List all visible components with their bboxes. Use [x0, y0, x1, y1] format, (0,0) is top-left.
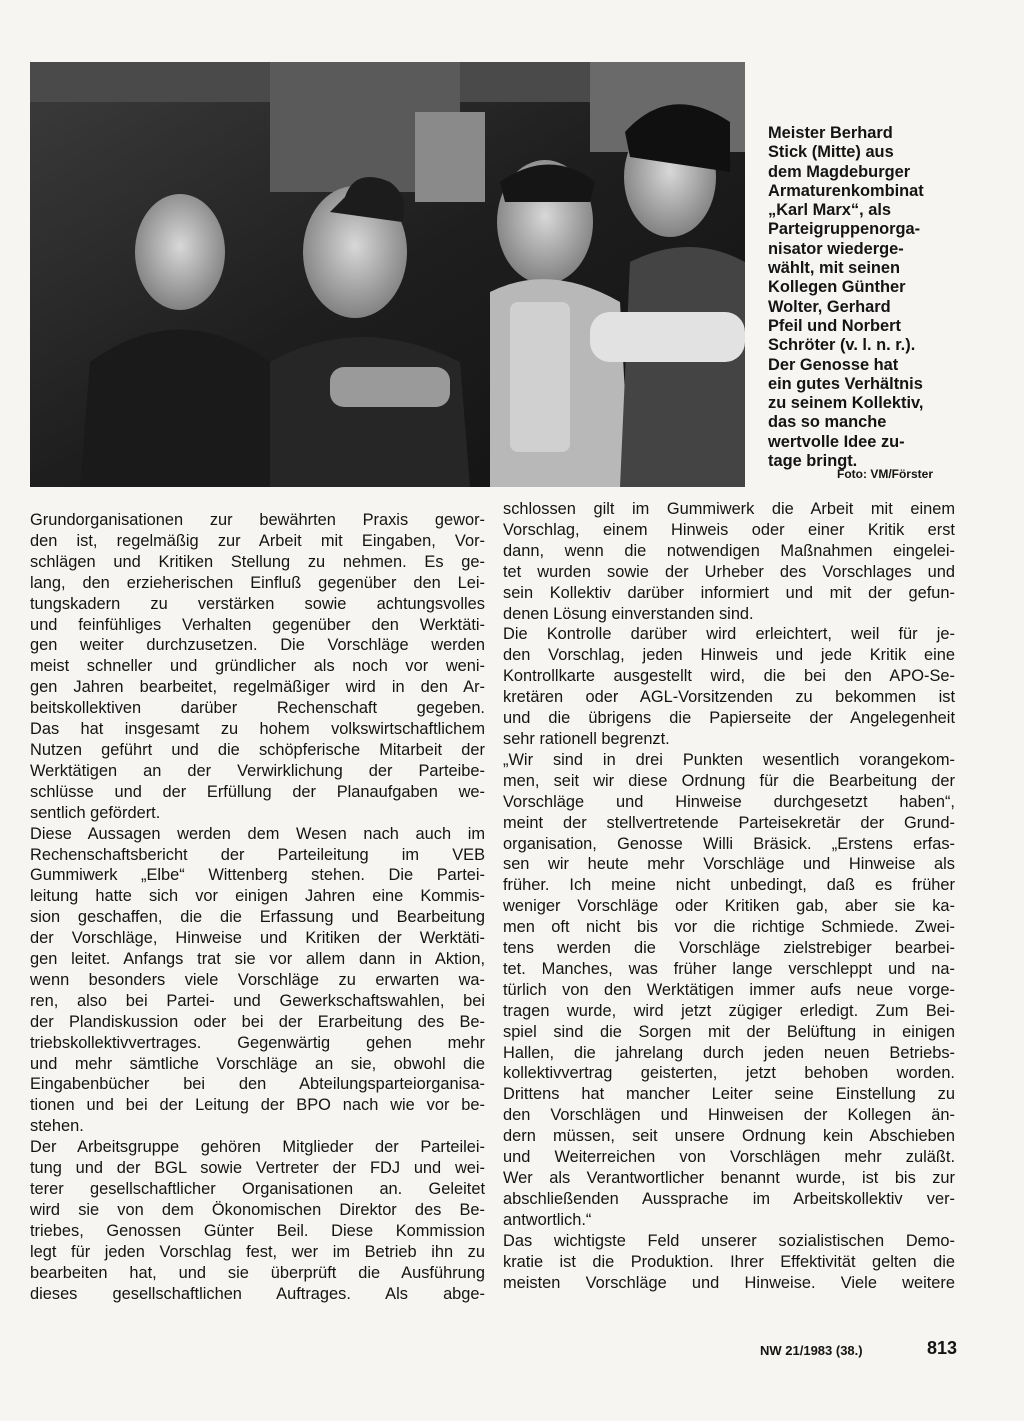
page-number: 813	[927, 1338, 958, 1358]
caption-line: Schröter (v. l. n. r.).	[768, 336, 916, 355]
text-line: meisten Vorschläge und Hinweise. Viele weitere	[503, 1273, 955, 1292]
text-line: Grundorganisationen zur bewährten Praxis gewor-	[30, 511, 485, 529]
text-line: wird sie von dem Ökonomischen Direktor des Be-	[30, 1200, 485, 1219]
right-column	[503, 499, 955, 1293]
text-line: abschließenden Aussprache im Arbeitskollektiv ver-	[503, 1189, 955, 1208]
text-line: stehen.	[30, 1117, 84, 1136]
text-line: Drittens hat mancher Leiter seine Einstellung zu	[503, 1085, 955, 1104]
text-line: men, seit wir diese Ordnung für die Bearbeitung der	[503, 771, 955, 790]
text-line: schlüsse und der Erfüllung der Planaufgaben we-	[30, 782, 485, 801]
text-line: Die Kontrolle darüber wird erleichtert, weil für je-	[503, 625, 955, 644]
text-line: und mehr sämtliche Vorschläge an sie, obwohl die	[30, 1054, 485, 1073]
text-line: terer gesellschaftlicher Organisationen an. Geleitet	[30, 1180, 485, 1198]
issue-reference: NW 21/1983 (38.)	[760, 1343, 863, 1358]
text-line: Das hat insgesamt zu hohem volkswirtschaftlichem	[30, 720, 485, 739]
text-line: antwortlich.“	[503, 1210, 592, 1229]
text-line: sein Kollektiv darüber informiert und mit der gefun-	[503, 583, 955, 602]
text-line: Vorschlag, einem Hinweis oder einer Kritik erst	[503, 520, 955, 539]
left-column	[30, 510, 485, 1304]
caption-line: Kollegen Günther	[768, 278, 906, 297]
text-line: kratie ist die Produktion. Ihrer Effektivität gelten die	[503, 1252, 955, 1271]
text-line: und Weiterreichen von Vorschlägen mehr zuläßt.	[503, 1148, 955, 1167]
text-line: den ist, regelmäßig zur Arbeit mit Eingaben, Vor-	[30, 531, 485, 550]
text-line: kretären oder AGL-Vorsitzenden zu bekommen ist	[503, 688, 955, 707]
text-line: tung und der BGL sowie Vertreter der FDJ und wei-	[30, 1159, 485, 1178]
caption-line: dem Magdeburger	[768, 162, 911, 181]
caption-line: Stick (Mitte) aus	[768, 143, 894, 162]
text-line: meint der stellvertretende Parteisekretär der Grund-	[503, 813, 955, 832]
text-line: dern müssen, seit unsere Ordnung kein Abschieben	[503, 1127, 955, 1146]
group-photo	[30, 62, 745, 487]
text-line: dann, wenn die notwendigen Maßnahmen eingelei-	[503, 541, 955, 560]
text-line: triebes, Genossen Günter Beil. Diese Kommission	[30, 1221, 485, 1240]
text-line: gen leitet. Anfangs trat sie vor allem dann in Aktion,	[30, 950, 485, 969]
text-line: „Wir sind in drei Punkten wesentlich vorangekom-	[503, 750, 955, 769]
text-line: tungskadern zu verstärken sowie achtungsvolles	[30, 594, 485, 613]
caption-line: wählt, mit seinen	[768, 259, 901, 278]
text-line: schlossen gilt im Gummiwerk die Arbeit mit einem	[503, 500, 955, 518]
text-line: Rechenschaftsbericht der Parteileitung im VEB	[30, 845, 485, 864]
text-line: den Vorschlag, jeden Hinweis und jede Kritik eine	[503, 646, 955, 665]
text-line: spiel sind die Sorgen mit der Belüftung in einigen	[503, 1022, 955, 1041]
text-line: Das wichtigste Feld unserer sozialistischen Demo-	[503, 1231, 955, 1250]
text-line: Diese Aussagen werden dem Wesen nach auch im	[30, 824, 485, 843]
caption-line: wertvolle Idee zu-	[768, 432, 905, 451]
text-line: dieses gesellschaftlichen Auftrages. Als abge-	[30, 1284, 485, 1303]
caption-line: Wolter, Gerhard	[768, 297, 891, 316]
text-line: der Vorschläge, Hinweise und Kritiken der Werktäti-	[30, 929, 485, 948]
text-line: gen Jahren bearbeitet, regelmäßiger wird in den Ar-	[30, 678, 485, 697]
text-line: kollektivvertrag geisterten, jetzt behoben worden.	[503, 1064, 955, 1083]
photo-caption	[768, 124, 958, 471]
text-line: beitskollektiven darüber Rechenschaft gegeben.	[30, 699, 485, 718]
text-line: Hallen, die jahrelang durch jeden neuen Betriebs-	[503, 1043, 955, 1062]
text-line: tragen wurde, wird jetzt zügiger erledigt. Zum Bei-	[503, 1001, 955, 1020]
caption-line: tage bringt.	[768, 452, 858, 471]
text-line: Wer als Verantwortlicher benannt wurde, ist bis zur	[503, 1169, 955, 1187]
text-line: meist schneller und gründlicher als noch vor weni-	[30, 657, 485, 676]
text-line: türlich von den Werktätigen immer aufs neue vorge-	[503, 980, 955, 999]
text-line: men oft nicht bis vor die richtige Schmiede. Zwei-	[503, 918, 955, 937]
text-line: Nutzen geführt und die schöpferische Mitarbeit der	[30, 740, 485, 759]
text-line: tens werden die Vorschläge zielstrebiger bearbei-	[503, 939, 955, 958]
text-line: und feinfühliges Verhalten gegenüber den Werktäti-	[30, 615, 485, 634]
text-line: leitung hatte sich vor einigen Jahren eine Kommis-	[30, 887, 485, 906]
caption-line: Meister Berhard	[768, 124, 893, 142]
text-line: Eingabenbücher bei den Abteilungsparteiorganisa-	[30, 1075, 485, 1094]
caption-line: Parteigruppenorga-	[768, 220, 921, 239]
text-line: Gummiwerk „Elbe“ Wittenberg stehen. Die Partei-	[30, 866, 485, 885]
caption-line: nisator wiederge-	[768, 239, 904, 258]
caption-line: „Karl Marx“, als	[768, 201, 891, 220]
text-line: organisation, Genosse Willi Bräsick. „Erstens erfas-	[503, 834, 955, 853]
caption-line: zu seinem Kollektiv,	[768, 394, 924, 413]
text-line: wenn besonders viele Vorschläge zu erwarten wa-	[30, 970, 485, 989]
text-line: sentlich gefördert.	[30, 803, 161, 822]
text-line: der Plandiskussion oder bei der Erarbeitung des Be-	[30, 1012, 485, 1031]
text-line: Der Arbeitsgruppe gehören Mitglieder der Parteilei-	[30, 1138, 485, 1157]
text-line: tet wurden sowie der Urheber des Vorschlages und	[503, 562, 955, 581]
text-line: lang, den erzieherischen Einfluß gegenüber den Lei-	[30, 573, 485, 592]
text-line: weniger Vorschläge oder Kritiken gab, aber sie ka-	[503, 897, 955, 916]
caption-line: das so manche	[768, 413, 887, 432]
text-line: tet. Manches, was früher lange verschleppt und na-	[503, 959, 955, 978]
text-line: Werktätigen an der Verwirklichung der Parteibe-	[30, 761, 485, 780]
caption-line: Der Genosse hat	[768, 355, 899, 374]
text-line: tionen und bei der Leitung der BPO nach wie vor be-	[30, 1096, 485, 1115]
text-line: sen wir heute mehr Vorschläge und Hinweise als	[503, 855, 955, 874]
text-line: und die übrigens die Papierseite der Angelegenheit	[503, 709, 955, 728]
photo-illustration	[30, 62, 745, 487]
text-line: früher. Ich meine nicht unbedingt, daß es früher	[503, 876, 955, 895]
caption-line: Armaturenkombinat	[768, 181, 924, 200]
caption-line: ein gutes Verhältnis	[768, 374, 923, 393]
text-line: denen Lösung einverstanden sind.	[503, 604, 754, 623]
text-line: triebskollektivvertrages. Gegenwärtig gehen mehr	[30, 1033, 485, 1052]
text-line: ren, also bei Partei- und Gewerkschaftswahlen, bei	[30, 991, 485, 1010]
text-line: sehr rationell begrenzt.	[503, 729, 670, 748]
text-line: Vorschläge und Hinweise durchgesetzt haben“,	[503, 792, 955, 811]
text-line: gen weiter durchzusetzen. Die Vorschläge werden	[30, 636, 485, 655]
caption-line: Pfeil und Norbert	[768, 316, 901, 335]
text-line: legt für jeden Vorschlag fest, wer im Betrieb ihn zu	[30, 1242, 485, 1261]
text-line: den Vorschlägen und Hinweisen der Kollegen än-	[503, 1106, 955, 1125]
photo-credit: Foto: VM/Förster	[837, 467, 933, 481]
text-line: Kontrollkarte ausgestellt wird, die bei den APO-Se-	[503, 667, 955, 686]
text-line: bearbeiten hat, und sie überprüft die Ausführung	[30, 1263, 485, 1282]
text-line: schlägen und Kritiken Stellung zu nehmen. Es ge-	[30, 552, 485, 571]
text-line: sion geschaffen, die die Erfassung und Bearbeitung	[30, 908, 485, 927]
